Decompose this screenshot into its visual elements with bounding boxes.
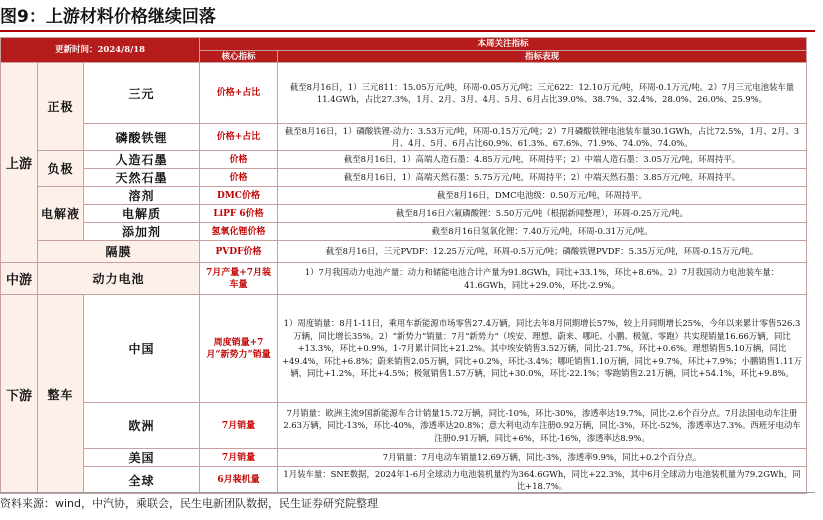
sub-additive: 添加剂 — [84, 223, 200, 241]
category-anode: 负极 — [38, 151, 84, 187]
perf-solvent: 截至8月16日，DMC电池级：0.50万元/吨，环周持平。 — [278, 187, 807, 205]
stream-downstream: 下游 — [1, 295, 38, 494]
figure-title: 图9：上游材料价格继续回落 — [0, 4, 815, 32]
perf-europe: 7月销量：欧洲主流9国新能源车合计销量15.72万辆，同比-10%，环比-30%，渗透率达19.7%，同比-2.6个百分点。7月法国电动车注册2.63万辆，同比-13%，环比-40%，渗透率达20.8%；意大利电动车注册0.92万辆，同比-3%，环比-52%，渗透率达7.3%。西班牙电动车注册0.91万辆，同比+6%，环比-16%，渗透率达8.9%。 — [278, 403, 807, 449]
indicator-electrolyte-salt: LiPF 6价格 — [200, 205, 278, 223]
source-note: 资料来源：wind，中汽协，乘联会，民生电新团队数据，民生证券研究院整理 — [0, 492, 815, 511]
category-power-battery: 动力电池 — [38, 263, 200, 295]
sub-artificial-graphite: 人造石墨 — [84, 151, 200, 169]
sub-us: 美国 — [84, 449, 200, 467]
sub-lfp: 磷酸铁锂 — [84, 124, 200, 151]
indicator-natural-graphite: 价格 — [200, 169, 278, 187]
sub-ternary: 三元 — [84, 63, 200, 124]
perf-electrolyte-salt: 截至8月16日六氟磷酸锂：5.50万元/吨（根据新闻整理），环周-0.25万元/吨。 — [278, 205, 807, 223]
indicator-ternary: 价格+占比 — [200, 63, 278, 124]
stream-upstream: 上游 — [1, 63, 38, 263]
indicator-table — [0, 37, 807, 494]
category-electrolyte: 电解液 — [38, 187, 84, 241]
perf-global: 1月装车量：SNE数据，2024年1-6月全球动力电池装机量约为364.6GWh，同比+22.3%，其中6月全球动力电池装机量为79.2GWh，同比+18.7%。 — [278, 467, 807, 494]
indicator-solvent: DMC价格 — [200, 187, 278, 205]
indicator-global: 6月装机量 — [200, 467, 278, 494]
sub-europe: 欧洲 — [84, 403, 200, 449]
category-vehicle: 整车 — [38, 295, 84, 494]
stream-midstream: 中游 — [1, 263, 38, 295]
perf-additive: 截至8月16日氢氧化锂：7.40万元/吨，环周-0.31万元/吨。 — [278, 223, 807, 241]
focus-header: 本周关注指标 — [200, 38, 807, 51]
perf-china: 1）周度销量：8月1-11日，乘用车新能源市场零售27.4万辆，同比去年8月同期增长57%，较上月同期增长25%，今年以来累计零售526.3万辆，同比增长35%。2）“新势力”销量：7月“新势力”（埃安、理想、蔚来、哪吒、小鹏、极氪、零跑）共实现销量16.66万辆，同比+13.3%，环比+0.9%，1-7月累计同比+21.2%。其中埃安销售3.52万辆，同比-21.7%，环比+0.6%。理想销售5.10万辆，同比+49.4%，环比+6.8%；蔚来销售2.05万辆，同比+0.2%，环比-3.4%；哪吒销售1.10万辆，同比+9.7%，环比+7.9%；小鹏销售1.11万辆，同比+1.2%，环比+4.5%；极氪销售1.57万辆，同比+30.0%，环比-22.1%；零跑销售2.21万辆，同比+54.1%，环比+9.8%。 — [278, 295, 807, 403]
sub-electrolyte-salt: 电解质 — [84, 205, 200, 223]
category-separator: 隔膜 — [38, 241, 200, 263]
indicator-lfp: 价格+占比 — [200, 124, 278, 151]
core-indicator-header: 核心指标 — [200, 51, 278, 63]
indicator-us: 7月销量 — [200, 449, 278, 467]
perf-natural-graphite: 截至8月16日，1）高端天然石墨：5.75万元/吨，环周持平；2）中端天然石墨：3.85万元/吨，环周持平。 — [278, 169, 807, 187]
category-cathode: 正极 — [38, 63, 84, 151]
perf-lfp: 截至8月16日，1）磷酸铁锂-动力：3.53万元/吨，环周-0.15万元/吨；2）7月磷酸铁锂电池装车量30.1GWh，占比72.5%，1月、2月、3月、4月、5月、6月占比60.9%、61.3%、67.6%、71.9%、74.0%、74.0%。 — [278, 124, 807, 151]
sub-natural-graphite: 天然石墨 — [84, 169, 200, 187]
indicator-china: 周度销量+7月“新势力”销量 — [200, 295, 278, 403]
indicator-power-battery: 7月产量+7月装车量 — [200, 263, 278, 295]
indicator-additive: 氢氧化锂价格 — [200, 223, 278, 241]
performance-header: 指标表现 — [278, 51, 807, 63]
sub-global: 全球 — [84, 467, 200, 494]
perf-power-battery: 1）7月我国动力电池产量：动力和储能电池合计产量为91.8GWh，同比+33.1%，环比+8.6%。2）7月我国动力电池装车量：41.6GWh，同比+29.0%，环比-2.9%。 — [278, 263, 807, 295]
perf-ternary: 截至8月16日，1）三元811：15.05万元/吨，环周-0.05万元/吨；三元622：12.10万元/吨，环周-0.1万元/吨。2）7月三元电池装车量11.4GWh，占比27.3%，1月、2月、3月、4月、5月、6月占比39.0%、38.7%、32.4%、28.0%、26.0%、25.9%。 — [278, 63, 807, 124]
perf-us: 7月销量：7月电动车销量12.69万辆，同比-3%，渗透率9.9%，同比+0.2个百分点。 — [278, 449, 807, 467]
perf-separator: 截至8月16日，三元PVDF：12.25万元/吨，环周-0.5万元/吨；磷酸铁锂PVDF：5.35万元/吨，环周-0.15万元/吨。 — [278, 241, 807, 263]
perf-artificial-graphite: 截至8月16日，1）高端人造石墨：4.85万元/吨，环周持平；2）中端人造石墨：3.05万元/吨，环周持平。 — [278, 151, 807, 169]
indicator-europe: 7月销量 — [200, 403, 278, 449]
sub-china: 中国 — [84, 295, 200, 403]
indicator-artificial-graphite: 价格 — [200, 151, 278, 169]
sub-solvent: 溶剂 — [84, 187, 200, 205]
update-time-header: 更新时间：2024/8/18 — [1, 38, 200, 63]
indicator-separator: PVDF价格 — [200, 241, 278, 263]
